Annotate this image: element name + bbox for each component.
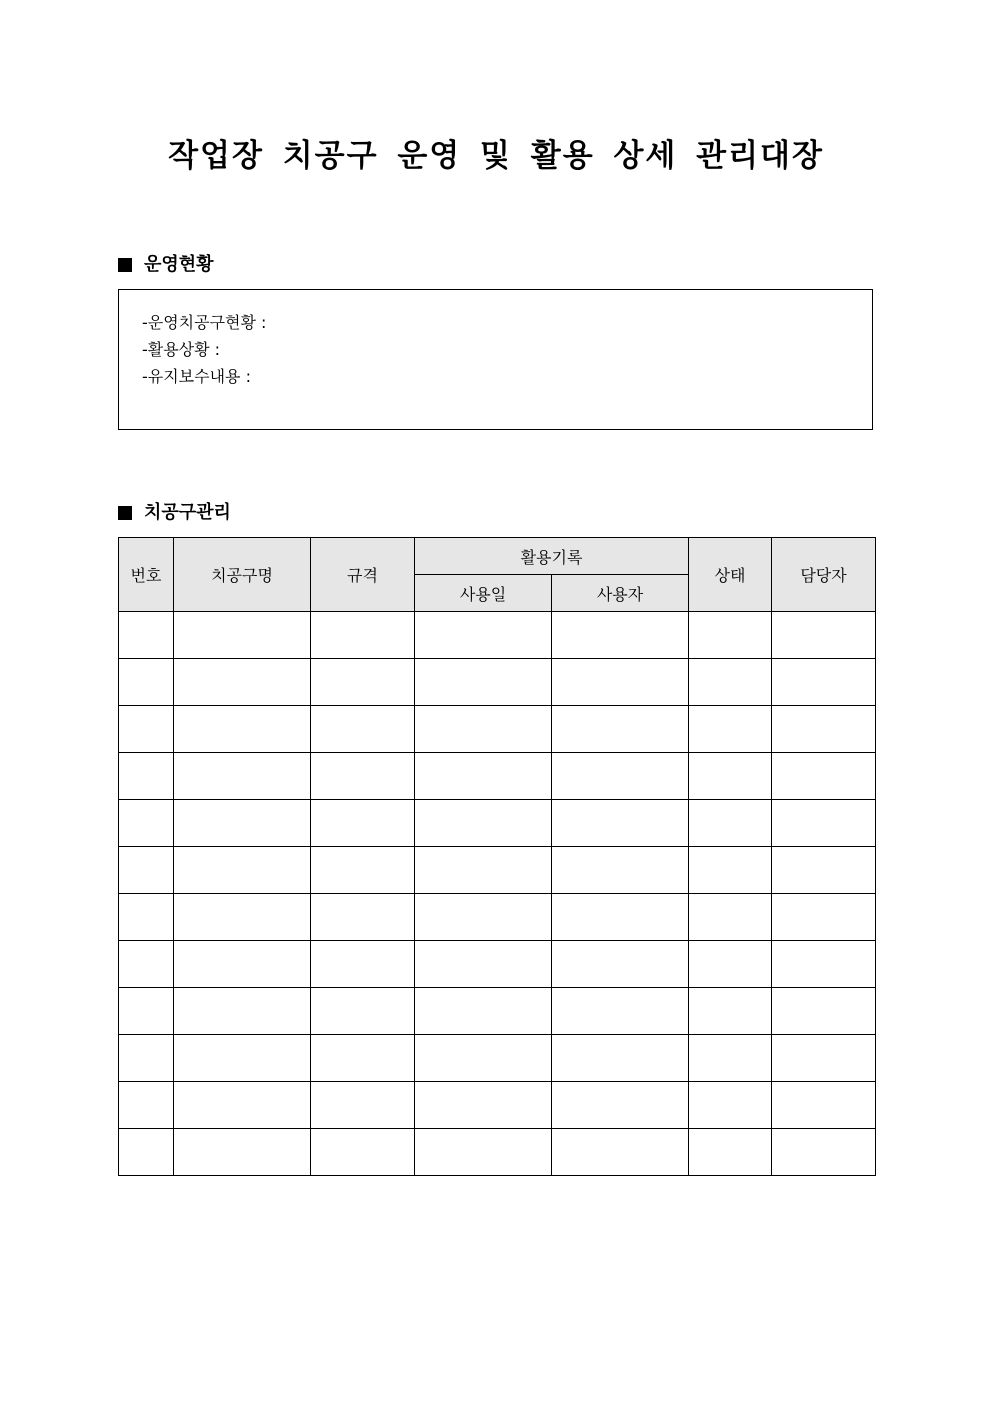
- table-cell[interactable]: [772, 1082, 876, 1129]
- table-cell[interactable]: [689, 612, 772, 659]
- table-row: [119, 941, 876, 988]
- table-cell[interactable]: [174, 800, 311, 847]
- table-cell[interactable]: [772, 941, 876, 988]
- table-cell[interactable]: [689, 706, 772, 753]
- document-title: 작업장 치공구 운영 및 활용 상세 관리대장: [168, 138, 824, 174]
- table-cell[interactable]: [552, 988, 689, 1035]
- operation-section-title: 운영현황: [144, 254, 214, 275]
- table-cell[interactable]: [772, 753, 876, 800]
- table-cell[interactable]: [174, 706, 311, 753]
- table-cell[interactable]: [772, 800, 876, 847]
- table-cell[interactable]: [415, 1082, 552, 1129]
- table-cell[interactable]: [772, 894, 876, 941]
- table-row: [119, 894, 876, 941]
- table-row: [119, 1035, 876, 1082]
- table-row: [119, 659, 876, 706]
- table-cell[interactable]: [311, 1035, 415, 1082]
- status-line-tools: -운영치공구현황 :: [142, 313, 267, 332]
- table-cell[interactable]: [119, 753, 174, 800]
- table-cell[interactable]: [119, 659, 174, 706]
- table-cell[interactable]: [311, 988, 415, 1035]
- header-number: 번호: [119, 538, 174, 612]
- table-cell[interactable]: [415, 894, 552, 941]
- table-cell[interactable]: [772, 1129, 876, 1176]
- table-cell[interactable]: [772, 612, 876, 659]
- table-cell[interactable]: [772, 659, 876, 706]
- status-line-usage: -활용상황 :: [142, 340, 221, 359]
- table-cell[interactable]: [415, 612, 552, 659]
- table-cell[interactable]: [772, 847, 876, 894]
- table-cell[interactable]: [415, 1129, 552, 1176]
- table-cell[interactable]: [119, 1129, 174, 1176]
- table-cell[interactable]: [552, 800, 689, 847]
- table-cell[interactable]: [689, 1082, 772, 1129]
- table-cell[interactable]: [552, 1082, 689, 1129]
- table-cell[interactable]: [119, 847, 174, 894]
- table-cell[interactable]: [174, 988, 311, 1035]
- table-cell[interactable]: [415, 1035, 552, 1082]
- table-cell[interactable]: [311, 659, 415, 706]
- header-tool-name: 치공구명: [174, 538, 311, 612]
- table-cell[interactable]: [311, 894, 415, 941]
- table-cell[interactable]: [552, 753, 689, 800]
- table-cell[interactable]: [174, 753, 311, 800]
- table-row: [119, 706, 876, 753]
- table-cell[interactable]: [174, 847, 311, 894]
- table-cell[interactable]: [311, 1129, 415, 1176]
- table-cell[interactable]: [689, 988, 772, 1035]
- table-cell[interactable]: [772, 706, 876, 753]
- table-cell[interactable]: [689, 659, 772, 706]
- table-cell[interactable]: [552, 941, 689, 988]
- table-cell[interactable]: [552, 1129, 689, 1176]
- table-cell[interactable]: [689, 847, 772, 894]
- header-usage-record: 활용기록: [415, 538, 689, 575]
- table-cell[interactable]: [174, 941, 311, 988]
- status-line-maintenance: -유지보수내용 :: [142, 367, 251, 386]
- table-cell[interactable]: [415, 706, 552, 753]
- square-bullet-icon: [118, 258, 132, 272]
- table-row: [119, 612, 876, 659]
- table-cell[interactable]: [119, 612, 174, 659]
- table-cell[interactable]: [415, 847, 552, 894]
- table-cell[interactable]: [689, 753, 772, 800]
- header-status: 상태: [689, 538, 772, 612]
- table-cell[interactable]: [119, 941, 174, 988]
- table-cell[interactable]: [311, 847, 415, 894]
- management-section-heading: [118, 501, 231, 525]
- table-cell[interactable]: [174, 612, 311, 659]
- header-manager: 담당자: [772, 538, 876, 612]
- table-cell[interactable]: [689, 1129, 772, 1176]
- table-cell[interactable]: [552, 612, 689, 659]
- table-cell[interactable]: [689, 941, 772, 988]
- header-spec: 규격: [311, 538, 415, 612]
- table-row: [119, 1082, 876, 1129]
- table-cell[interactable]: [119, 1035, 174, 1082]
- table-cell[interactable]: [311, 753, 415, 800]
- table-row: [119, 988, 876, 1035]
- header-user: 사용자: [552, 575, 689, 612]
- table-cell[interactable]: [415, 753, 552, 800]
- table-cell[interactable]: [552, 1035, 689, 1082]
- table-cell[interactable]: [174, 1129, 311, 1176]
- table-cell[interactable]: [119, 1082, 174, 1129]
- management-section-title: 치공구관리: [144, 502, 231, 523]
- table-cell[interactable]: [552, 847, 689, 894]
- table-cell[interactable]: [772, 988, 876, 1035]
- table-cell[interactable]: [311, 800, 415, 847]
- table-cell[interactable]: [772, 1035, 876, 1082]
- table-cell[interactable]: [174, 1082, 311, 1129]
- table-cell[interactable]: [174, 1035, 311, 1082]
- table-row: [119, 800, 876, 847]
- table-cell[interactable]: [552, 706, 689, 753]
- table-cell[interactable]: [311, 612, 415, 659]
- table-cell[interactable]: [174, 659, 311, 706]
- table-cell[interactable]: [552, 894, 689, 941]
- table-row: [119, 847, 876, 894]
- table-cell[interactable]: [119, 988, 174, 1035]
- table-cell[interactable]: [689, 800, 772, 847]
- table-cell[interactable]: [119, 894, 174, 941]
- table-cell[interactable]: [415, 659, 552, 706]
- table-cell[interactable]: [311, 1082, 415, 1129]
- table-cell[interactable]: [415, 988, 552, 1035]
- table-cell[interactable]: [689, 894, 772, 941]
- table-cell[interactable]: [311, 941, 415, 988]
- header-use-date: 사용일: [415, 575, 552, 612]
- table-cell[interactable]: [415, 800, 552, 847]
- tool-management-table: [118, 537, 876, 1176]
- table-cell[interactable]: [174, 894, 311, 941]
- table-cell[interactable]: [119, 800, 174, 847]
- table-cell[interactable]: [415, 941, 552, 988]
- operation-status-box: [118, 289, 873, 430]
- square-bullet-icon: [118, 506, 132, 520]
- table-cell[interactable]: [552, 659, 689, 706]
- table-row: [119, 1129, 876, 1176]
- table-row: [119, 753, 876, 800]
- table-cell[interactable]: [119, 706, 174, 753]
- operation-section-heading: [118, 253, 214, 277]
- table-cell[interactable]: [689, 1035, 772, 1082]
- table-cell[interactable]: [311, 706, 415, 753]
